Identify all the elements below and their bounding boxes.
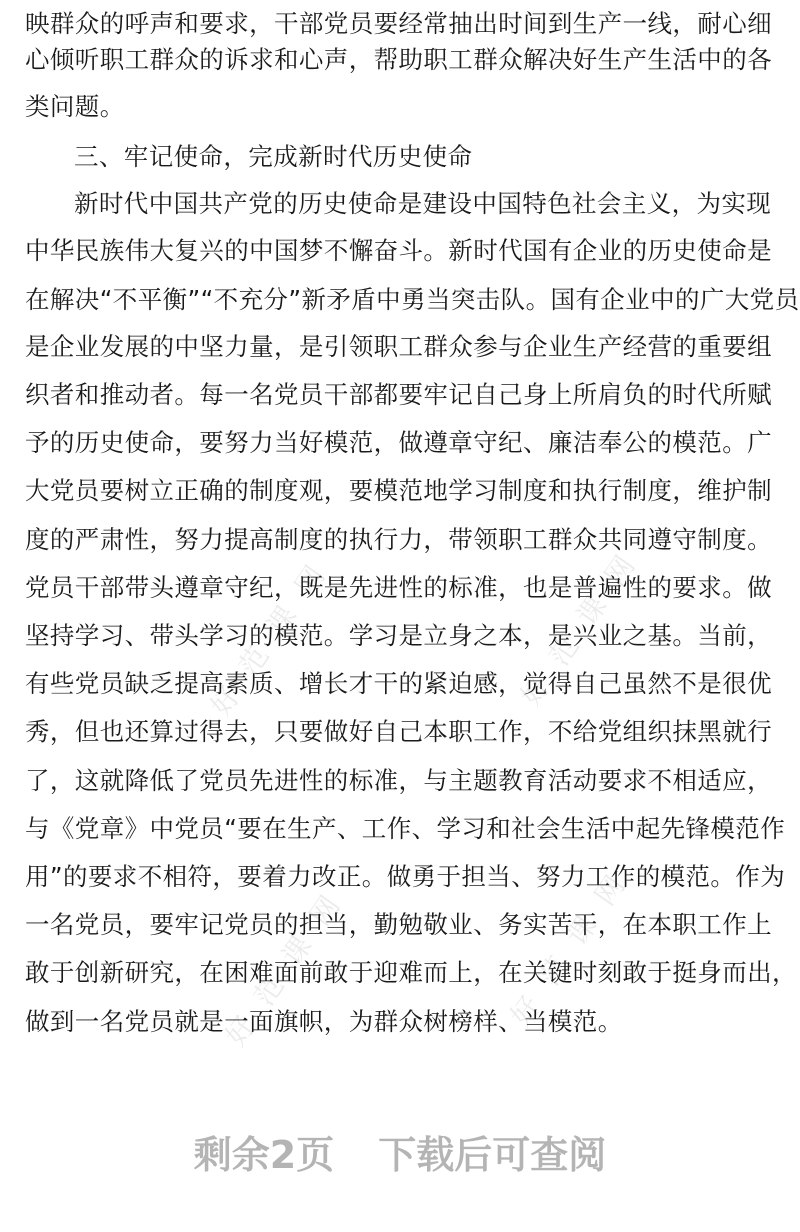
body-text-line: 度的严肃性，努力提高制度的执行力，带领职工群众共同遵守制度。 [25, 525, 772, 554]
body-text-line: 敢于创新研究，在困难面前敢于迎难而上，在关键时刻敢于挺身而出， [25, 958, 797, 987]
remaining-pages-label[interactable]: 剩余2页 [193, 1133, 335, 1177]
body-text-line: 有些党员缺乏提高素质、增长才干的紧迫感，觉得自己虽然不是很优 [25, 669, 772, 698]
section-heading: 三、牢记使命，完成新时代历史使命 [74, 142, 473, 171]
body-text-line: 映群众的呼声和要求，干部党员要经常抽出时间到生产一线，耐心细 [25, 9, 772, 38]
body-text-line: 类问题。 [25, 92, 125, 121]
body-text-line: 了，这就降低了党员先进性的标准，与主题教育活动要求不相适应， [25, 766, 772, 795]
body-text-line: 织者和推动者。每一名党员干部都要牢记自己身上所肩负的时代所赋 [25, 380, 772, 409]
body-text-line: 坚持学习、带头学习的模范。学习是立身之本，是兴业之基。当前， [25, 621, 772, 650]
download-hint-label[interactable]: 下载后可查阅 [378, 1133, 607, 1177]
watermark: 好 范 课 网 [504, 864, 635, 1032]
body-text-line: 用”的要求不相符，要着力改正。做勇于担当、努力工作的模范。作为 [25, 862, 786, 891]
body-text-line: 予的历史使命，要努力当好模范，做遵章守纪、廉洁奉公的模范。广 [25, 428, 772, 457]
watermark: 好 范 课 网 [219, 884, 350, 1052]
body-text-line: 一名党员，要牢记党员的担当，勤勉敬业、务实苦干，在本职工作上 [25, 910, 772, 939]
body-text-line: 秀，但也还算过得去，只要做好自己本职工作，不给党组织抹黑就行 [25, 717, 772, 746]
body-text-line: 大党员要树立正确的制度观，要模范地学习制度和执行制度，维护制 [25, 476, 772, 505]
body-text-line: 党员干部带头遵章守纪，既是先进性的标准，也是普遍性的要求。做 [25, 573, 772, 602]
body-text-line: 是企业发展的中坚力量，是引领职工群众参与企业生产经营的重要组 [25, 332, 772, 361]
body-text-line: 与《党章》中党员“要在生产、工作、学习和社会生活中起先锋模范作 [25, 814, 786, 843]
watermark: 好 范 课 网 [204, 554, 335, 722]
body-text-line: 新时代中国共产党的历史使命是建设中国特色社会主义，为实现 [74, 189, 772, 218]
body-text-line: 做到一名党员就是一面旗帜，为群众树榜样、当模范。 [25, 1007, 623, 1036]
download-banner[interactable] [0, 1130, 800, 1180]
body-text-line: 中华民族伟大复兴的中国梦不懈奋斗。新时代国有企业的历史使命是 [25, 236, 772, 265]
body-text-line: 心倾听职工群众的诉求和心声，帮助职工群众解决好生产生活中的各 [25, 45, 772, 74]
body-text-line: 在解决“不平衡”“不充分”新矛盾中勇当突击队。国有企业中的广大党员 [25, 285, 800, 314]
watermark: 好 范 课 网 [514, 544, 645, 712]
